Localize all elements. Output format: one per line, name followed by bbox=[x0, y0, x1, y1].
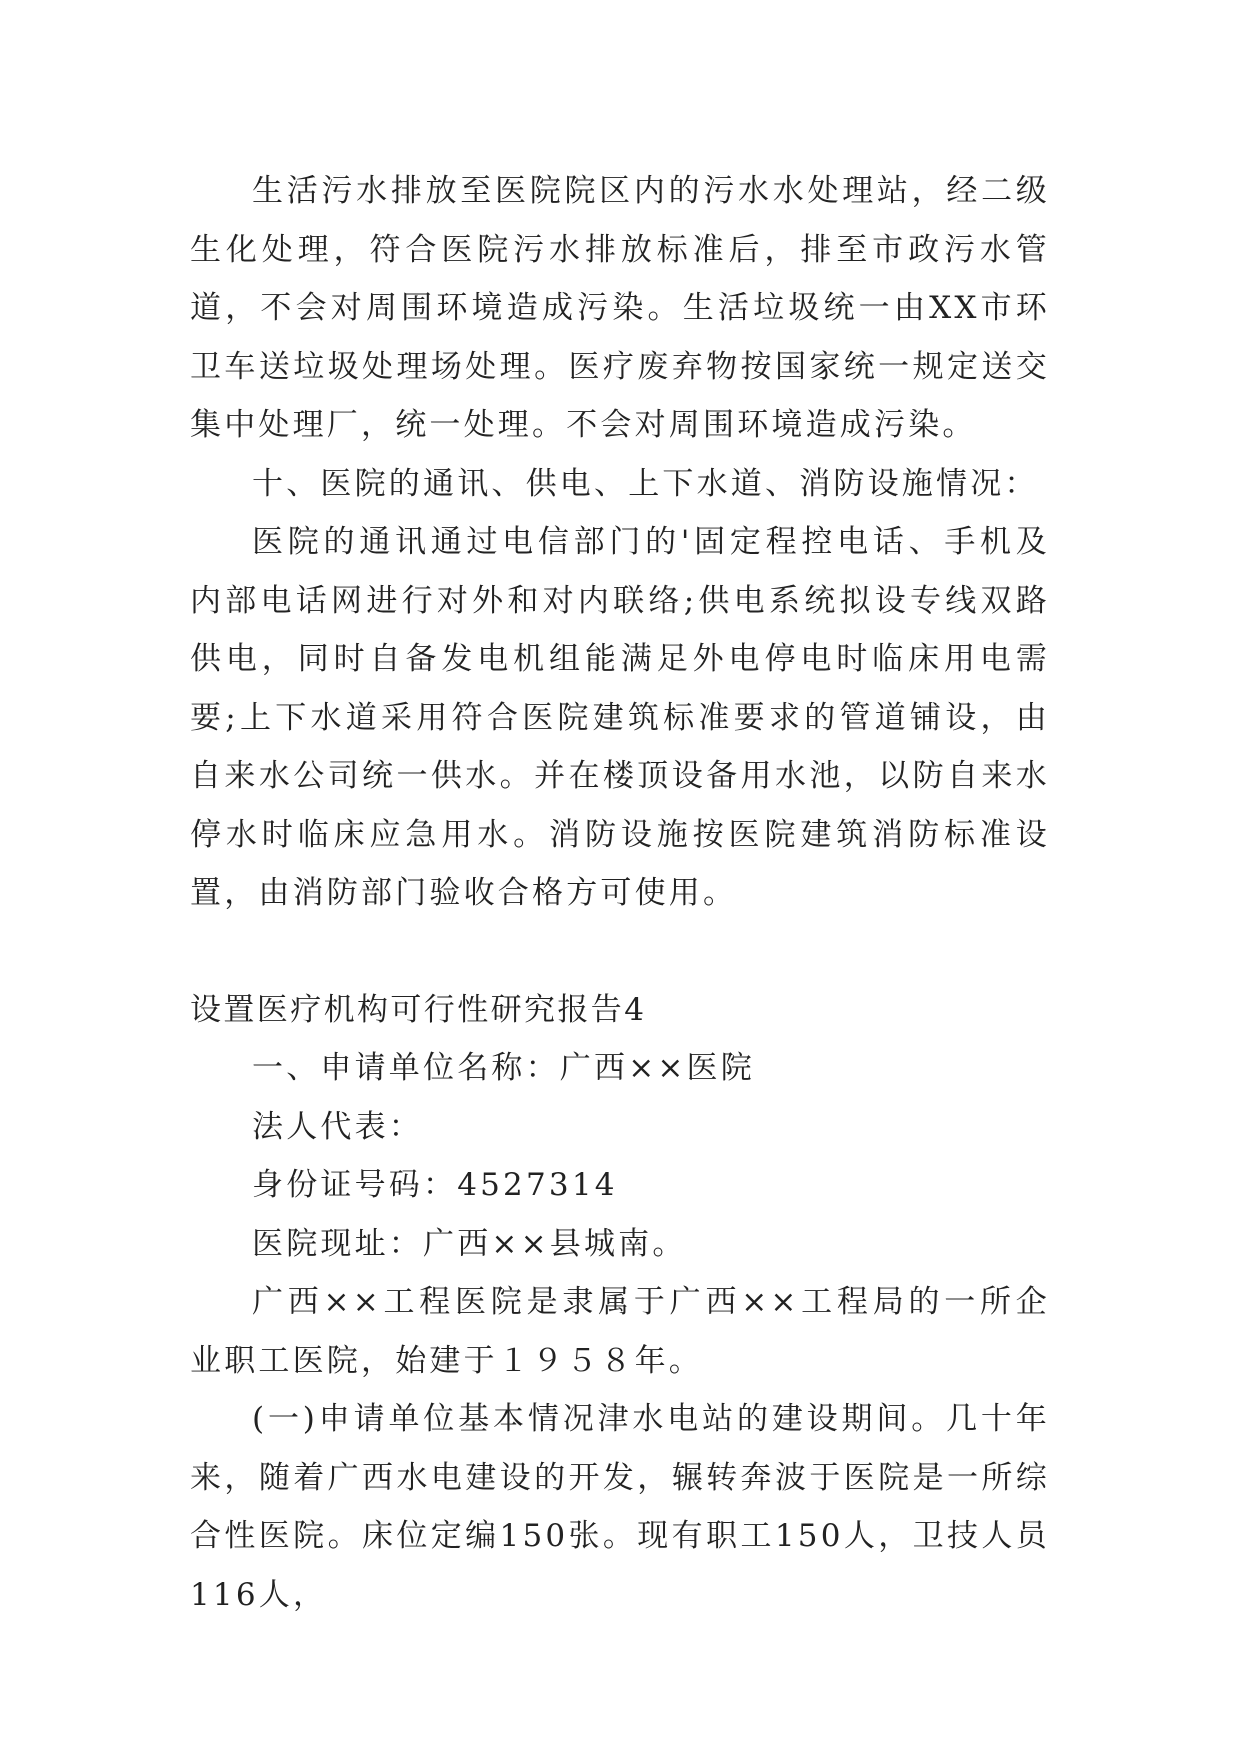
paragraph-legal-representative: 法人代表： bbox=[252, 1108, 423, 1145]
paragraph-facilities-details: 医院的通讯通过电信部门的'固定程控电话、手机及内部电话网进行对外和对内联络;供电系统拟设专线双路供电，同时自备发电机组能满足外电停电时临床用电需要;上下水道采用符合医院建筑标准要求的管道铺设，由自来水公司统一供水。并在楼顶设备用水池，以防自来水停水时临床应急用水。消防设施按医院建筑消防标准设置，由消防部门验收合格方可使用。 bbox=[190, 524, 1050, 911]
paragraph-facilities-heading: 十、医院的通讯、供电、上下水道、消防设施情况： bbox=[252, 465, 1039, 502]
paragraph-hospital-address: 医院现址：广西××县城南。 bbox=[252, 1225, 687, 1262]
paragraph-applicant-name: 一、申请单位名称：广西××医院 bbox=[252, 1050, 755, 1086]
paragraph-hospital-history: 广西××工程医院是隶属于广西××工程局的一所企业职工医院，始建于１９５８年。 bbox=[190, 1284, 1050, 1379]
document-body bbox=[190, 162, 1050, 1624]
paragraph-id-number: 身份证号码：4527314 bbox=[252, 1167, 618, 1203]
section-heading: 设置医疗机构可行性研究报告4 bbox=[190, 991, 647, 1028]
paragraph-basic-info: (一)申请单位基本情况津水电站的建设期间。几十年来，随着广西水电建设的开发，辗转奔波于医院是一所综合性医院。床位定编150张。现有职工150人，卫技人员116人， bbox=[190, 1401, 1050, 1613]
paragraph-sewage-treatment: 生活污水排放至医院院区内的污水水处理站，经二级生化处理，符合医院污水排放标准后，排至市政污水管道，不会对周围环境造成污染。生活垃圾统一由XX市环卫车送垃圾处理场处理。医疗废弃物按国家统一规定送交集中处理厂，统一处理。不会对周围环境造成污染。 bbox=[190, 173, 1050, 443]
